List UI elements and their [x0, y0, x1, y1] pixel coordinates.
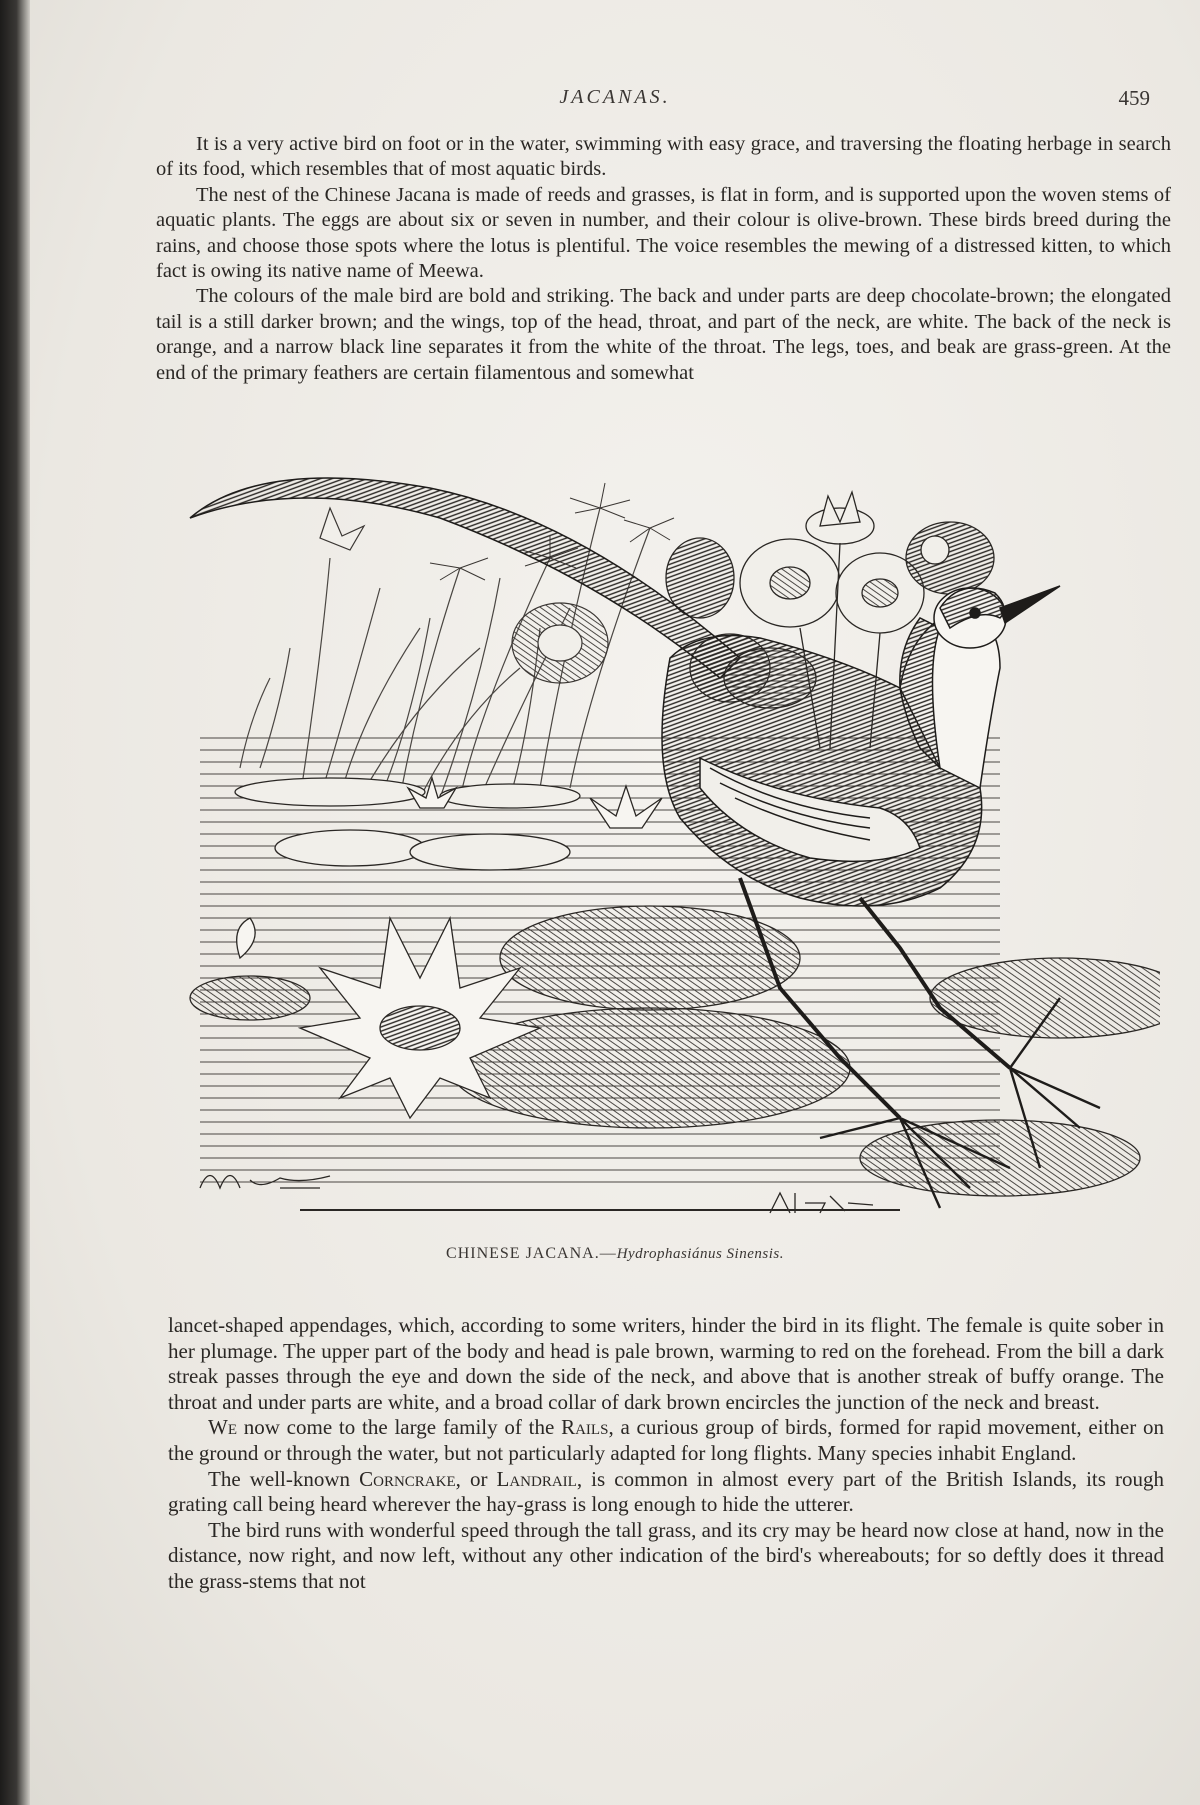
running-head: JACANAS.	[559, 86, 671, 108]
figure-caption	[30, 1245, 1200, 1263]
family-name-rails: Rails	[561, 1415, 609, 1440]
page-header	[30, 86, 1200, 116]
text-run: , a curious group of birds, formed for rapid movement, either on the ground or through the water, but not particularly adapted for long flights. Many species inhabit England.	[168, 1415, 1164, 1465]
jacana-engraving	[180, 468, 1160, 1238]
page-number: 459	[1118, 86, 1150, 110]
species-name-corncrake: Corncrake	[359, 1466, 456, 1491]
species-name-landrail: Landrail	[496, 1466, 577, 1491]
paragraph: lancet-shaped appendages, which, according to some writers, hinder the bird in its flight. The female is quite sober in her plumage. The upper part of the body and head is pale brown, warming to red on the forehead. From the bill a dark streak passes through the eye and down the side of the neck, and above that is another streak of buffy orange. The throat and under parts are white, and a broad collar of dark brown encircles the junction of the neck and breast.	[168, 1313, 1164, 1414]
text-run: now come to the large family of the	[236, 1415, 562, 1440]
caption-species: Hydrophasiánus Sinensis.	[616, 1246, 784, 1262]
paragraph: The colours of the male bird are bold and striking. The back and under parts are deep chocolate-brown; the elongated tail is a still darker brown; and the wings, top of the head, throat, and part of the neck, are white. The back of the neck is orange, and a narrow black line separates it from the white of the throat. The legs, toes, and beak are grass-green. At the end of the primary feathers are certain filamentous and somewhat	[156, 285, 1171, 384]
paragraph-lead: We	[208, 1415, 237, 1440]
book-page	[30, 0, 1200, 1805]
text-run: , or	[455, 1466, 497, 1491]
paragraph: The nest of the Chinese Jacana is made of reeds and grasses, is flat in form, and is supported upon the woven stems of aquatic plants. The eggs are about six or seven in number, and their colour is olive-brown. These birds breed during the rains, and choose those spots where the lotus is plentiful. The voice resembles the mewing of a distressed kitten, to which fact is owing its native name of Meewa.	[156, 183, 1171, 283]
jacana-tail	[190, 478, 740, 678]
book-binding-edge	[0, 0, 30, 1805]
bottom-text-block	[168, 1313, 1164, 1595]
text-run: The well-known	[208, 1466, 360, 1491]
paragraph	[168, 1415, 1164, 1466]
paragraph	[168, 1467, 1164, 1518]
paragraph: The bird runs with wonderful speed through the tall grass, and its cry may be heard now close at hand, now in the distance, now right, and now left, without any other indication of the bird's whereabouts; for so deftly does it thread the grass-stems that not	[168, 1517, 1164, 1593]
background-flowers	[320, 508, 608, 683]
top-text-block	[156, 132, 1171, 386]
paragraph: It is a very active bird on foot or in the water, swimming with easy grace, and traversing the floating herbage in search of its food, which resembles that of most aquatic birds.	[156, 133, 1171, 181]
caption-title: CHINESE JACANA.—	[446, 1245, 617, 1262]
text-run: , is common in almost every part of the British Islands, its rough grating call being heard wherever the hay-grass is long enough to hide the utterer.	[168, 1466, 1164, 1517]
engraver-signatures	[200, 1176, 873, 1214]
